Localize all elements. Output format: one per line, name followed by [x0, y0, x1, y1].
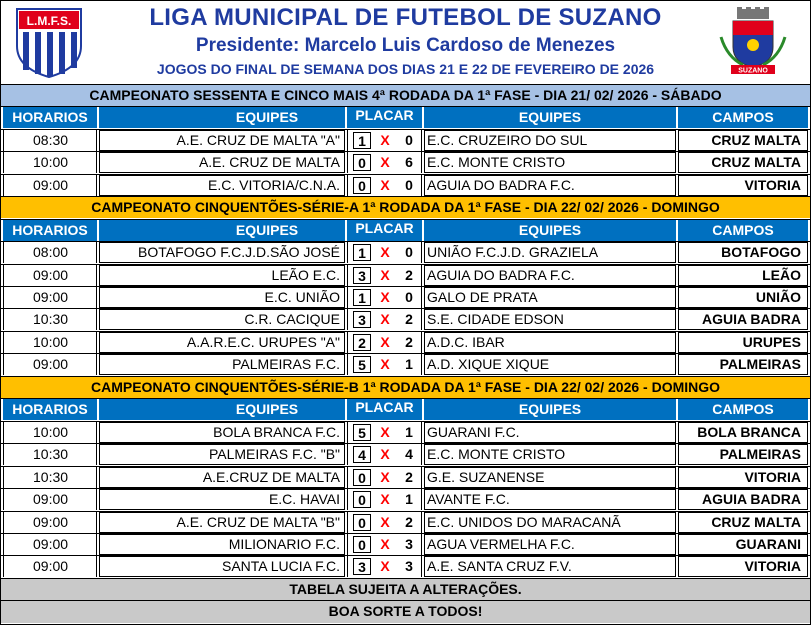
game-row [1, 241, 810, 263]
game-time: 09:00 [3, 556, 97, 577]
game-field: CRUZ MALTA [678, 512, 808, 533]
away-score: 1 [399, 424, 419, 441]
away-score: 6 [399, 154, 419, 171]
column-header-horarios: HORARIOS [3, 399, 97, 420]
column-header-campos: CAMPOS [678, 399, 808, 420]
home-team: A.E. CRUZ DE MALTA [99, 152, 345, 173]
away-team: E.C. MONTE CRISTO [424, 444, 676, 465]
game-row [1, 421, 810, 443]
game-row [1, 511, 810, 533]
home-team: E.C. UNIÃO [99, 287, 345, 308]
game-field: GUARANI [678, 534, 808, 555]
weekend-subtitle: JOGOS DO FINAL DE SEMANA DOS DIAS 21 E 22 DE FEVEREIRO DE 2026 [156, 61, 655, 77]
game-field: VITORIA [678, 556, 808, 577]
notice-banner: TABELA SUJEITA A ALTERAÇÕES. [1, 578, 810, 600]
column-header-placar: PLACAR [347, 399, 422, 420]
home-score: 3 [353, 558, 371, 575]
away-score: 0 [399, 132, 419, 149]
section-banner: CAMPEONATO SESSENTA E CINCO MAIS 4ª RODADA DA 1ª FASE - DIA 21/ 02/ 2026 - SÁBADO [1, 84, 810, 106]
versus-mark: X [374, 491, 396, 508]
versus-mark: X [374, 311, 396, 328]
away-team: G.E. SUZANENSE [424, 467, 676, 488]
away-score: 2 [399, 514, 419, 531]
game-time: 10:00 [3, 422, 97, 443]
game-row [1, 129, 810, 151]
game-field: BOLA BRANCA [678, 422, 808, 443]
column-header-equipes-home: EQUIPES [99, 220, 345, 241]
versus-mark: X [374, 514, 396, 531]
away-team: AGUIA DO BADRA F.C. [424, 175, 676, 196]
game-row [1, 353, 810, 375]
game-row [1, 174, 810, 196]
versus-mark: X [374, 356, 396, 373]
game-time: 09:00 [3, 534, 97, 555]
game-row [1, 443, 810, 465]
home-team: PALMEIRAS F.C. "B" [99, 444, 345, 465]
home-score: 5 [353, 424, 371, 441]
away-team: A.E. SANTA CRUZ F.V. [424, 556, 676, 577]
away-team: AVANTE F.C. [424, 489, 676, 510]
home-score: 1 [353, 244, 371, 261]
game-row [1, 286, 810, 308]
game-time: 09:00 [3, 265, 97, 286]
away-score: 2 [399, 469, 419, 486]
home-team: E.C. VITORIA/C.N.A. [99, 175, 345, 196]
column-header-campos: CAMPOS [678, 107, 808, 128]
away-team: A.D.C. IBAR [424, 332, 676, 353]
away-team: AGUA VERMELHA F.C. [424, 534, 676, 555]
section-banner: CAMPEONATO CINQUENTÕES-SÉRIE-A 1ª RODADA DA 1ª FASE - DIA 22/ 02/ 2026 - DOMINGO [1, 196, 810, 218]
home-team: LEÃO E.C. [99, 265, 345, 286]
city-coat-of-arms-logo [713, 7, 793, 77]
game-field: BOTAFOGO [678, 242, 808, 263]
column-header-row [1, 106, 810, 128]
column-header-placar: PLACAR [347, 220, 422, 241]
home-team: E.C. HAVAI [99, 489, 345, 510]
section-banner: CAMPEONATO CINQUENTÕES-SÉRIE-B 1ª RODADA DA 1ª FASE - DIA 22/ 02/ 2026 - DOMINGO [1, 376, 810, 398]
away-team: E.C. MONTE CRISTO [424, 152, 676, 173]
city-logo-text: SUZANO [738, 67, 768, 75]
game-time: 09:00 [3, 354, 97, 375]
game-row [1, 308, 810, 330]
home-team: A.E.CRUZ DE MALTA [99, 467, 345, 488]
home-score: 1 [353, 289, 371, 306]
game-time: 08:00 [3, 242, 97, 263]
home-score: 0 [353, 469, 371, 486]
home-score: 0 [353, 154, 371, 171]
game-field: PALMEIRAS [678, 444, 808, 465]
game-row [1, 488, 810, 510]
column-header-horarios: HORARIOS [3, 107, 97, 128]
home-team: BOLA BRANCA F.C. [99, 422, 345, 443]
column-header-equipes-away: EQUIPES [424, 399, 676, 420]
versus-mark: X [374, 334, 396, 351]
page-title: LIGA MUNICIPAL DE FUTEBOL DE SUZANO [149, 4, 662, 31]
away-score: 2 [399, 267, 419, 284]
away-score: 3 [399, 536, 419, 553]
versus-mark: X [374, 424, 396, 441]
column-header-equipes-home: EQUIPES [99, 399, 345, 420]
away-score: 4 [399, 446, 419, 463]
game-field: LEÃO [678, 265, 808, 286]
column-header-equipes-away: EQUIPES [424, 107, 676, 128]
game-row [1, 533, 810, 555]
home-score: 4 [353, 446, 371, 463]
away-score: 0 [399, 177, 419, 194]
game-field: AGUIA BADRA [678, 489, 808, 510]
away-team: AGUIA DO BADRA F.C. [424, 265, 676, 286]
home-score: 3 [353, 311, 371, 328]
home-score: 2 [353, 334, 371, 351]
home-score: 0 [353, 536, 371, 553]
versus-mark: X [374, 289, 396, 306]
versus-mark: X [374, 177, 396, 194]
away-team: S.E. CIDADE EDSON [424, 309, 676, 330]
versus-mark: X [374, 267, 396, 284]
versus-mark: X [374, 446, 396, 463]
president-line: Presidente: Marcelo Luis Cardoso de Menezes [195, 35, 616, 56]
column-header-campos: CAMPOS [678, 220, 808, 241]
game-field: AGUIA BADRA [678, 309, 808, 330]
home-score: 5 [353, 356, 371, 373]
column-header-row [1, 398, 810, 420]
game-time: 10:30 [3, 444, 97, 465]
versus-mark: X [374, 469, 396, 486]
column-header-row [1, 219, 810, 241]
home-team: A.E. CRUZ DE MALTA "A" [99, 130, 345, 151]
game-time: 10:00 [3, 152, 97, 173]
versus-mark: X [374, 132, 396, 149]
game-field: CRUZ MALTA [678, 130, 808, 151]
versus-mark: X [374, 154, 396, 171]
game-time: 10:30 [3, 467, 97, 488]
home-score: 0 [353, 514, 371, 531]
home-team: C.R. CACIQUE [99, 309, 345, 330]
column-header-equipes-home: EQUIPES [99, 107, 345, 128]
away-score: 0 [399, 244, 419, 261]
game-row [1, 466, 810, 488]
home-team: MILIONARIO F.C. [99, 534, 345, 555]
page-header [1, 1, 810, 84]
game-field: UNIÃO [678, 287, 808, 308]
versus-mark: X [374, 536, 396, 553]
game-field: CRUZ MALTA [678, 152, 808, 173]
game-time: 09:00 [3, 512, 97, 533]
away-score: 2 [399, 334, 419, 351]
away-team: E.C. CRUZEIRO DO SUL [424, 130, 676, 151]
column-header-placar: PLACAR [347, 107, 422, 128]
game-row [1, 151, 810, 173]
game-time: 08:30 [3, 130, 97, 151]
home-team: A.E. CRUZ DE MALTA "B" [99, 512, 345, 533]
away-team: E.C. UNIDOS DO MARACANÃ [424, 512, 676, 533]
game-row [1, 331, 810, 353]
home-score: 1 [353, 132, 371, 149]
game-row [1, 555, 810, 577]
away-team: GALO DE PRATA [424, 287, 676, 308]
home-team: BOTAFOGO F.C.J.D.SÃO JOSÉ [99, 242, 345, 263]
game-field: PALMEIRAS [678, 354, 808, 375]
game-time: 09:00 [3, 489, 97, 510]
away-score: 3 [399, 558, 419, 575]
game-field: VITORIA [678, 175, 808, 196]
versus-mark: X [374, 558, 396, 575]
home-team: SANTA LUCIA F.C. [99, 556, 345, 577]
home-score: 0 [353, 177, 371, 194]
versus-mark: X [374, 244, 396, 261]
game-row [1, 264, 810, 286]
away-score: 1 [399, 491, 419, 508]
column-header-equipes-away: EQUIPES [424, 220, 676, 241]
league-logo-text: L.M.F.S. [26, 14, 72, 28]
column-header-horarios: HORARIOS [3, 220, 97, 241]
away-score: 1 [399, 356, 419, 373]
greeting-banner: BOA SORTE A TODOS! [1, 600, 810, 623]
game-time: 10:00 [3, 332, 97, 353]
game-time: 09:00 [3, 175, 97, 196]
home-team: A.A.R.E.C. URUPES "A" [99, 332, 345, 353]
game-time: 10:30 [3, 309, 97, 330]
away-score: 2 [399, 311, 419, 328]
away-team: A.D. XIQUE XIQUE [424, 354, 676, 375]
away-score: 0 [399, 289, 419, 306]
game-field: URUPES [678, 332, 808, 353]
home-score: 3 [353, 267, 371, 284]
home-team: PALMEIRAS F.C. [99, 354, 345, 375]
home-score: 0 [353, 491, 371, 508]
game-field: VITORIA [678, 467, 808, 488]
away-team: UNIÃO F.C.J.D. GRAZIELA [424, 242, 676, 263]
game-time: 09:00 [3, 287, 97, 308]
away-team: GUARANI F.C. [424, 422, 676, 443]
